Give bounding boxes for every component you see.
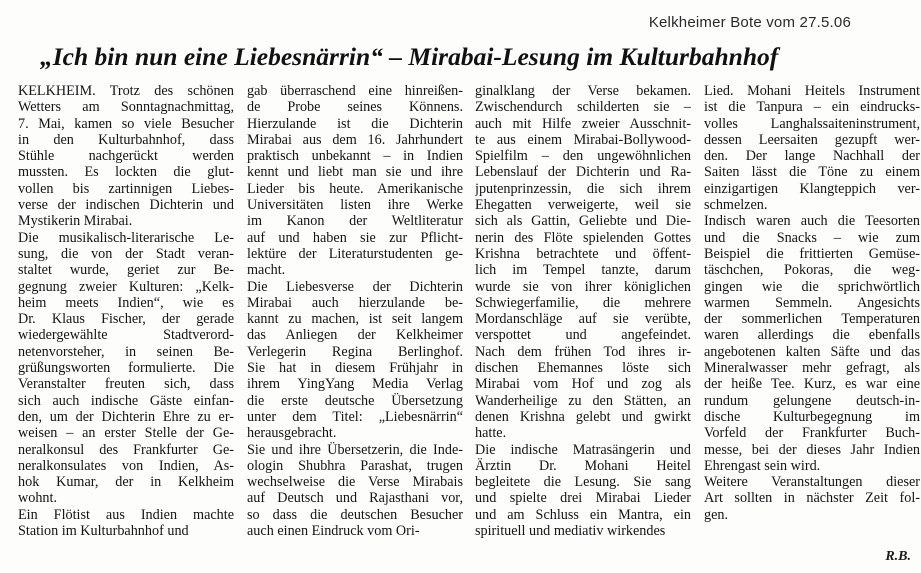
- text-line: auch mit Hilfe zweier Ausschnit-: [475, 115, 691, 132]
- text-line: neralkonsul des Frankfurter Ge-: [18, 441, 234, 458]
- text-line: de Probe seines Könnens.: [247, 99, 463, 116]
- text-line: gingen wie die sprichwörtlich: [704, 278, 920, 295]
- text-line: und die Snacks – wie zum: [704, 229, 920, 246]
- text-line: täschchen, Pokoras, die weg-: [704, 262, 920, 279]
- text-line: den. Der lange Nachhall der: [704, 148, 920, 165]
- text-line: verse der indischen Dichterin und: [18, 197, 234, 214]
- text-line: hok Kumar, der in Kelkheim: [18, 474, 234, 491]
- text-line: neralkonsulates von Indien, As-: [18, 457, 234, 474]
- text-line: Beispiel die frittierten Gemüse-: [704, 245, 920, 262]
- text-line: Saiten lässt die Töne zu einem: [704, 164, 920, 181]
- text-line: messe, bei der dieses Jahr Indien: [704, 441, 920, 458]
- text-line: Mineralwasser mehr gefragt, als: [704, 360, 920, 377]
- text-line: macht.: [247, 262, 286, 279]
- text-line: Mirabai aus dem 16. Jahrhundert: [247, 131, 463, 148]
- text-line: das Anliegen der Kelkheimer: [247, 327, 463, 344]
- text-line: Die Liebesverse der Dichterin: [247, 278, 463, 295]
- text-line: gegnung zweier Kulturen: „Kelk-: [18, 278, 234, 295]
- text-line: hatte.: [475, 425, 507, 442]
- text-line: spirituell und mediativ wirkendes: [475, 523, 666, 540]
- text-line: Mystikerin Mirabai.: [18, 213, 133, 230]
- text-line: Dr. Klaus Fischer, der gerade: [18, 311, 234, 328]
- text-line: gen.: [704, 506, 729, 523]
- text-line: auf und haben sie zur Pflicht-: [247, 229, 463, 246]
- text-line: weisen – an erster Stelle der Ge-: [18, 425, 234, 442]
- text-line: volles Langhalssaiteninstrument,: [704, 115, 920, 132]
- text-line: der heiße Tee. Kurz, es war eine: [704, 376, 920, 393]
- text-line: ihrem YingYang Media Verlag: [247, 376, 463, 393]
- text-line: herausgebracht.: [247, 425, 337, 442]
- text-line: vollen bis zartinnigen Liebes-: [18, 180, 234, 197]
- text-line: praktisch unbekannt – in Indien: [247, 148, 463, 165]
- text-line: im Kanon der Weltliteratur: [247, 213, 463, 230]
- article-body: [18, 83, 920, 543]
- text-line: Lied. Mohani Heitels Instrument: [704, 83, 920, 99]
- text-line: wohnt.: [18, 490, 58, 507]
- text-line: Schwiegerfamilie, die mehrere: [475, 294, 691, 311]
- text-line: Stühle nachgerückt werden: [18, 148, 234, 165]
- text-line: nerin des Flöte spielenden Gottes: [475, 229, 691, 246]
- text-line: Weitere Veranstaltungen dieser: [704, 474, 920, 491]
- text-line: sich auch indische Gäste einfan-: [18, 392, 234, 409]
- text-line: Ein Flötist aus Indien machte: [18, 506, 234, 523]
- text-line: so dass die deutschen Besucher: [247, 506, 463, 523]
- text-line: Universitäten listen ihre Werke: [247, 197, 463, 214]
- text-line: auf Deutsch und Rajasthani vor,: [247, 490, 463, 507]
- text-line: kennt und liebt man sie und ihre: [247, 164, 463, 181]
- text-line: Zwischendurch schilderten sie –: [475, 99, 691, 116]
- text-line: Mordanschläge auf sie verübte,: [475, 311, 691, 328]
- text-line: grüßungsworten formulierte. Die: [18, 360, 234, 377]
- text-line: wiedergewählte Stadtverord-: [18, 327, 234, 344]
- text-line: mussten. Es lockten die glut-: [18, 164, 234, 181]
- text-line: einzigartigen Klangteppich ver-: [704, 180, 920, 197]
- text-line: den, um der Dichterin Ehre zu er-: [18, 408, 234, 425]
- text-line: denen Krishna gelebt und gwirkt: [475, 408, 691, 425]
- text-line: jputenprinzessin, die sich ihrem: [475, 180, 691, 197]
- text-line: Station im Kulturbahnhof und: [18, 523, 189, 540]
- text-line: dischen Ehemannes löste sich: [475, 360, 691, 377]
- text-line: lich im Tempel tanzte, darum: [475, 262, 691, 279]
- text-line: Nach dem frühen Tod ihres ir-: [475, 343, 691, 360]
- text-line: begleitete die Lesung. Sie sang: [475, 474, 691, 491]
- text-line: Wanderheilige zu den Stätten, an: [475, 392, 691, 409]
- text-line: Wetters am Sonntagnachmittag,: [18, 99, 234, 116]
- text-line: lektüre der Literaturstudenten ge-: [247, 245, 463, 262]
- text-line: Sie hat in diesem Frühjahr in: [247, 360, 463, 377]
- text-line: wechselweise die Verse Mirabais: [247, 474, 463, 491]
- text-line: schmelzen.: [704, 197, 768, 214]
- text-line: dische Kulturbegegnung im: [704, 408, 920, 425]
- text-line: und spielte drei Mirabai Lieder: [475, 490, 691, 507]
- source-note: Kelkheimer Bote vom 27.5.06: [648, 14, 851, 31]
- text-line: unter dem Titel: „Liebesnärrin“: [247, 408, 463, 425]
- text-line: Mirabai auch hierzulande be-: [247, 294, 463, 311]
- text-line: Art sollten in nächster Zeit fol-: [704, 490, 920, 507]
- text-line: ist die Tanpura – ein eindrucks-: [704, 99, 920, 116]
- text-line: ologin Shubhra Parashat, trugen: [247, 457, 463, 474]
- text-line: gab überraschend eine hinreißen-: [247, 83, 463, 99]
- text-line: sung, die von der Stadt veran-: [18, 245, 234, 262]
- text-line: wurde sie von ihrer königlichen: [475, 278, 691, 295]
- text-line: Vorfeld der Frankfurter Buch-: [704, 425, 920, 442]
- text-column-1: [18, 83, 234, 543]
- text-line: Die musikalisch-literarische Le-: [18, 229, 234, 246]
- text-line: warmen Semmeln. Angesichts: [704, 294, 920, 311]
- text-line: staltet wurde, geriet zur Be-: [18, 262, 234, 279]
- text-line: Lebenslauf der Dichterin und Ra-: [475, 164, 691, 181]
- text-line: Indisch waren auch die Teesorten: [704, 213, 920, 230]
- text-line: Krishna betrachtete und öffent-: [475, 245, 691, 262]
- text-line: der sommerlichen Temperaturen: [704, 311, 920, 328]
- text-line: dessen Leersaiten gezupft wer-: [704, 131, 920, 148]
- text-line: sich als Gattin, Geliebte und Die-: [475, 213, 691, 230]
- text-line: die erste deutsche Übersetzung: [247, 392, 463, 409]
- text-line: heim meets Indien“, wie es: [18, 294, 234, 311]
- text-line: netenvorsteher, in seinen Be-: [18, 343, 234, 360]
- article-headline: „Ich bin nun eine Liebesnärrin“ – Mirabai-Lesung im Kulturbahnhof: [40, 42, 779, 71]
- text-column-2: [247, 83, 463, 543]
- text-line: angebotenen kalten Säfte und das: [704, 343, 920, 360]
- text-line: ginalklang der Verse bekamen.: [475, 83, 691, 99]
- text-line: auch einen Eindruck vom Ori-: [247, 523, 420, 540]
- text-line: Ärztin Dr. Mohani Heitel: [475, 457, 691, 474]
- text-line: Verlegerin Regina Berlinghof.: [247, 343, 463, 360]
- text-line: 7. Mai, kamen so viele Besucher: [18, 115, 234, 132]
- text-line: und am Schluss ein Mantra, ein: [475, 506, 691, 523]
- text-line: Ehegatten verweigerte, weil sie: [475, 197, 691, 214]
- text-line: KELKHEIM. Trotz des schönen: [18, 83, 234, 99]
- text-column-3: [475, 83, 691, 543]
- text-column-4: [704, 83, 920, 543]
- text-line: Die indische Matrasängerin und: [475, 441, 691, 458]
- author-initials: R.B.: [885, 549, 911, 564]
- text-line: rundum gelungene deutsch-in-: [704, 392, 920, 409]
- text-line: Hierzulande ist die Dichterin: [247, 115, 463, 132]
- text-line: te aus einem Mirabai-Bollywood-: [475, 131, 691, 148]
- text-line: Spielfilm – den ungewöhnlichen: [475, 148, 691, 165]
- text-line: verspottet und angefeindet.: [475, 327, 691, 344]
- text-line: in den Kulturbahnhof, dass: [18, 131, 234, 148]
- text-line: kannt zu machen, ist seit langem: [247, 311, 463, 328]
- text-line: Veranstalter freuten sich, dass: [18, 376, 234, 393]
- text-line: Sie und ihre Übersetzerin, die Inde-: [247, 441, 463, 458]
- text-line: Lieder bis heute. Amerikanische: [247, 180, 463, 197]
- text-line: Mirabai vom Hof und zog als: [475, 376, 691, 393]
- text-line: Ehrengast sein wird.: [704, 457, 821, 474]
- text-line: waren allerdings die ebenfalls: [704, 327, 920, 344]
